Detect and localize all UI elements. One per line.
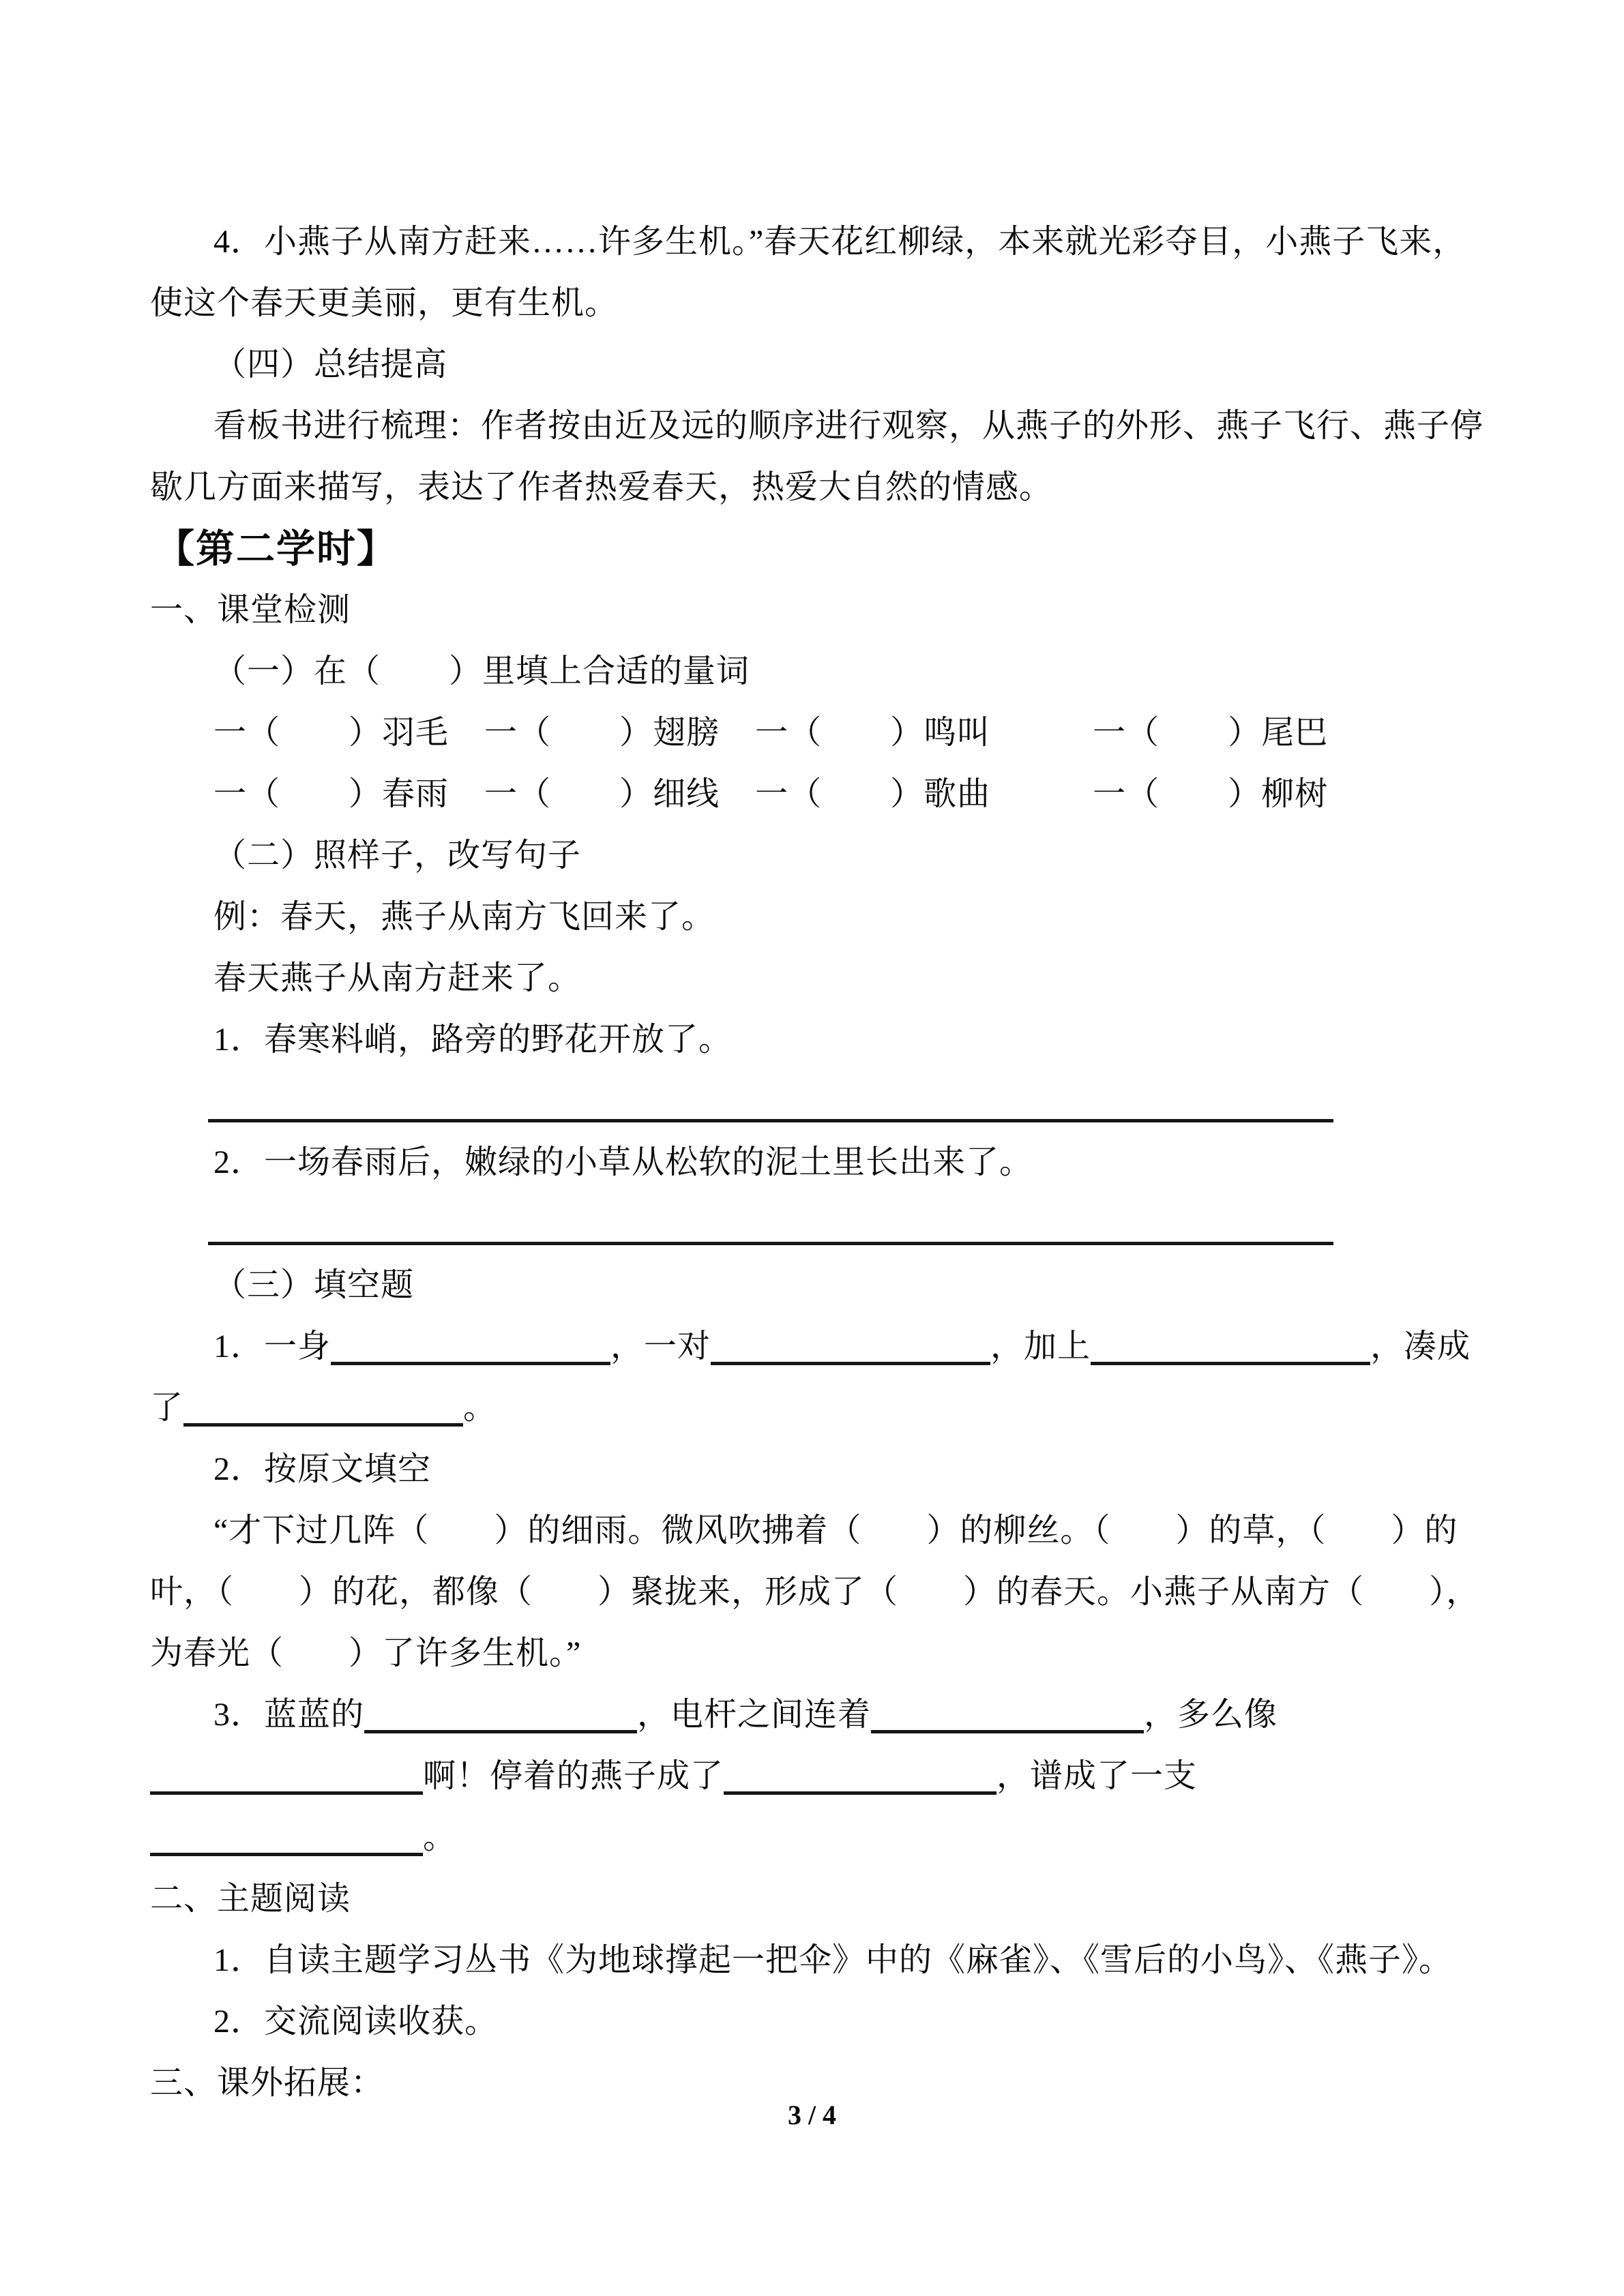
text-run: “才下过几阵（ — [213, 1512, 430, 1549]
text-run: ）歌曲 — [890, 776, 991, 812]
fill-blank-question-1-line-2 — [150, 1377, 1477, 1439]
text-run: ，电杆之间连着 — [637, 1697, 872, 1733]
theme-reading-item-1 — [150, 1930, 1477, 1991]
bracket-answer-gap — [280, 804, 349, 805]
theme-reading-item-2 — [150, 1991, 1477, 2053]
bracket-answer-gap — [1326, 1540, 1391, 1541]
text-run: 看板书进行梳理：作者按由近及远的顺序进行观察，从燕子的外形、燕子飞行、燕子停 — [213, 408, 1484, 444]
original-text-cloze-line-3 — [150, 1623, 1477, 1684]
text-run: 为春光（ — [150, 1635, 284, 1671]
rewrite-example-answer — [150, 948, 1477, 1009]
fill-in-blank-underline — [183, 1423, 463, 1427]
text-run: 3．蓝蓝的 — [213, 1697, 365, 1733]
fill-in-blank-underline — [724, 1791, 996, 1795]
answer-writing-line-1 — [150, 1071, 1477, 1132]
bracket-answer-gap — [822, 804, 890, 805]
text-run: 春天燕子从南方赶来了。 — [213, 960, 582, 996]
fill-in-blank-underline — [364, 1730, 637, 1733]
rewrite-question-2 — [150, 1132, 1477, 1193]
text-run: ）翅膀 — [619, 715, 720, 751]
text-run: ）柳树 — [1228, 776, 1329, 812]
part-3-fill-blanks-prompt — [150, 1255, 1477, 1316]
text-run: 一（ — [1093, 715, 1160, 751]
fill-blank-question-3-line-3 — [150, 1807, 1477, 1868]
fill-blank-question-1-line-1 — [150, 1316, 1477, 1377]
bracket-answer-gap — [429, 1540, 494, 1541]
fill-blank-question-2-prompt — [150, 1439, 1477, 1500]
text-run: ）细线 — [619, 776, 720, 812]
section-iv-summary-heading — [150, 334, 1477, 396]
text-run: ，多么像 — [1144, 1697, 1278, 1733]
fill-in-blank-underline — [871, 1730, 1144, 1733]
text-run: ，凑成 — [1370, 1328, 1471, 1365]
text-run: ）的柳丝。（ — [926, 1512, 1111, 1549]
bracket-answer-gap — [1110, 1540, 1175, 1541]
fill-in-blank-underline — [331, 1362, 610, 1365]
section-1-classroom-test-heading — [150, 580, 1477, 641]
text-run: 2．交流阅读收获。 — [213, 2003, 499, 2040]
fill-in-blank-underline — [150, 1853, 423, 1856]
fill-in-blank-underline — [1091, 1362, 1370, 1365]
summary-paragraph-line-1 — [150, 396, 1484, 457]
rewrite-question-1 — [150, 1009, 1477, 1071]
text-run: 一（ — [484, 715, 552, 751]
rewrite-example — [150, 886, 1477, 948]
original-text-cloze-line-2 — [150, 1562, 1480, 1623]
text-run: 【第二学时】 — [156, 527, 397, 571]
text-run: 三、课外拓展： — [150, 2065, 385, 2101]
fill-blank-question-3-line-2 — [150, 1746, 1477, 1807]
text-run: ）的 — [1391, 1512, 1458, 1549]
text-run: ）， — [1429, 1574, 1480, 1610]
fill-in-blank-underline — [150, 1791, 423, 1795]
bracket-answer-gap — [284, 1663, 349, 1664]
original-text-cloze-line-1 — [150, 1500, 1477, 1562]
text-run: 二、主题阅读 — [150, 1881, 351, 1917]
text-run: 歇几方面来描写，表达了作者热爱春天，热爱大自然的情感。 — [150, 469, 1053, 505]
part-2-rewrite-sentence-prompt — [150, 825, 1477, 886]
text-run: ）春雨 — [349, 776, 449, 812]
text-run: ）的春天。小燕子从南方（ — [963, 1574, 1365, 1610]
measure-words-row-1 — [150, 702, 1477, 764]
fill-in-blank-underline — [711, 1362, 990, 1365]
text-run: 了 — [150, 1390, 184, 1426]
section-2-theme-reading-heading — [150, 1868, 1477, 1930]
answer-writing-line-2 — [150, 1193, 1477, 1255]
part-1-measure-words-prompt — [150, 641, 1477, 702]
bracket-answer-gap — [720, 804, 755, 805]
answer-rule-line — [208, 1119, 1333, 1122]
bracket-answer-gap — [1160, 804, 1228, 805]
text-run: 2．按原文填空 — [213, 1451, 432, 1487]
text-run: 2．一场春雨后，嫩绿的小草从松软的泥土里长出来了。 — [213, 1144, 1033, 1180]
measure-words-row-2 — [150, 764, 1477, 825]
document-content — [150, 211, 1484, 2114]
text-run: ）的花，都像（ — [299, 1574, 533, 1610]
text-run: 1．春寒料峭，路旁的野花开放了。 — [213, 1022, 733, 1058]
bracket-answer-gap — [449, 804, 484, 805]
second-lesson-heading — [150, 518, 1477, 580]
text-run: ）了许多生机。” — [349, 1635, 582, 1671]
text-run: 使这个春天更美丽，更有生机。 — [150, 285, 619, 321]
text-run: ）的草，（ — [1175, 1512, 1327, 1549]
bracket-answer-gap — [861, 1540, 926, 1541]
page-number: 3 / 4 — [787, 2100, 837, 2130]
text-run: 一（ — [755, 715, 823, 751]
text-run: 一（ — [213, 715, 281, 751]
text-run: （四）总结提高 — [213, 346, 448, 383]
text-run: ）尾巴 — [1228, 715, 1329, 751]
text-run: 1．一身 — [213, 1328, 331, 1365]
text-run: ）聚拢来，形成了（ — [597, 1574, 899, 1610]
text-run: （二）照样子，改写句子 — [213, 837, 582, 874]
bracket-answer-gap — [990, 804, 1093, 805]
text-run: 。 — [463, 1390, 497, 1426]
text-run: （三）填空题 — [213, 1267, 415, 1303]
text-run: 啊！停着的燕子成了 — [423, 1758, 724, 1794]
text-run: （一）在（ — [213, 653, 381, 689]
text-run: ）里填上合适的量词 — [449, 653, 750, 689]
text-run: 1．自读主题学习丛书《为地球撑起一把伞》中的《麻雀》、《雪后的小鸟》、《燕子》。 — [213, 1942, 1453, 1978]
text-run: ，一对 — [610, 1328, 711, 1365]
text-run: 一（ — [755, 776, 823, 812]
text-run: ）羽毛 — [349, 715, 449, 751]
text-run: 4．小燕子从南方赶来……许多生机。”春天花红柳绿，本来就光彩夺目，小燕子飞来， — [213, 224, 1466, 260]
text-run: 一（ — [213, 776, 281, 812]
text-run: ，加上 — [990, 1328, 1091, 1365]
exercise-4-analysis-line-2 — [150, 273, 1477, 334]
text-run: 一（ — [484, 776, 552, 812]
text-run: 例：春天，燕子从南方飞回来了。 — [213, 899, 715, 935]
text-run: ）的细雨。微风吹拂着（ — [494, 1512, 862, 1549]
fill-blank-question-3-line-1 — [150, 1684, 1477, 1746]
bracket-answer-gap — [381, 681, 449, 682]
summary-paragraph-line-2 — [150, 457, 1477, 518]
answer-rule-line — [208, 1242, 1333, 1245]
exercise-4-analysis-line-1 — [150, 211, 1477, 273]
text-run: ，谱成了一支 — [996, 1758, 1198, 1794]
text-run: ）鸣叫 — [890, 715, 991, 751]
text-run: 一（ — [1093, 776, 1160, 812]
text-run: 叶，（ — [150, 1574, 235, 1610]
text-run: 一、课堂检测 — [150, 592, 351, 628]
text-run: 。 — [423, 1819, 457, 1855]
bracket-answer-gap — [551, 804, 619, 805]
